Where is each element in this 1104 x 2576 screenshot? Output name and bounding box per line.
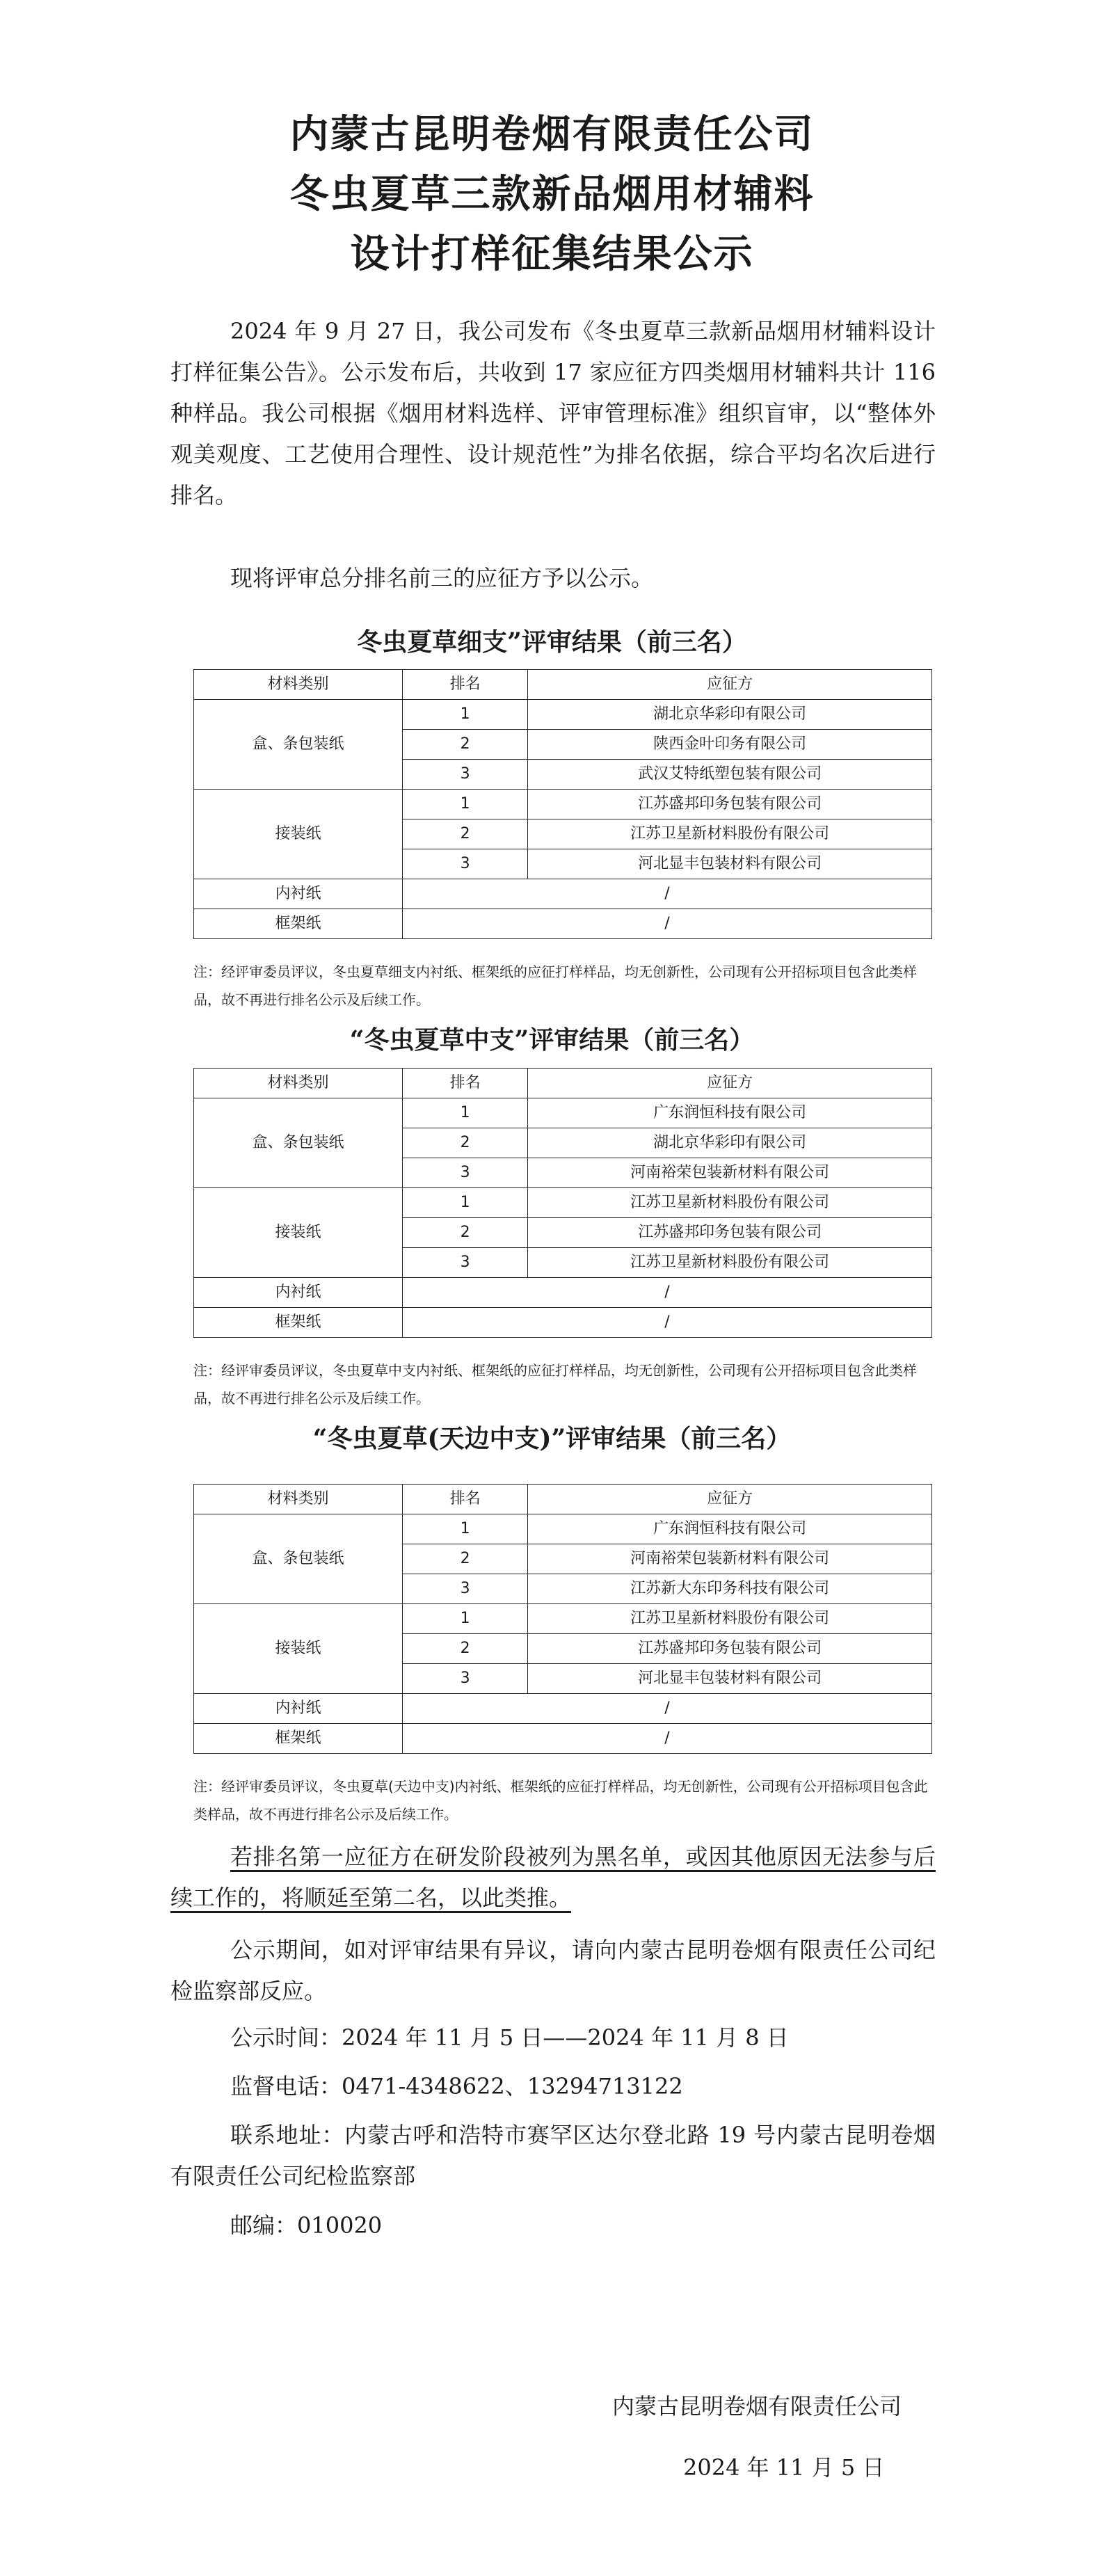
header-category: 材料类别 xyxy=(194,670,403,700)
header-vendor: 应征方 xyxy=(528,1485,932,1514)
header-category: 材料类别 xyxy=(194,1485,403,1514)
vendor-cell: 江苏盛邦印务包装有限公司 xyxy=(528,1218,932,1248)
rank-cell: 3 xyxy=(402,1248,527,1278)
value-cell: / xyxy=(402,879,931,909)
blacklist-paragraph: 若排名第一应征方在研发阶段被列为黑名单，或因其他原因无法参与后续工作的，将顺延至第二名，以此类推。 xyxy=(170,1843,936,1911)
rank-cell: 1 xyxy=(402,1098,527,1128)
signature-date: 2024 年 11 月 5 日 xyxy=(683,2454,885,2481)
intro-paragraph: 2024 年 9 月 27 日，我公司发布《冬虫夏草三款新品烟用材辅料设计打样征集公告》。公示发布后，共收到 17 家应征方四类烟用材辅料共计 116 种样品。我公司根据《烟用材料选样、评审管理标准》组织盲审，以“整体外观美观度、工艺使用合理性、设计规范性”为排名依据，综合平均名次后进行排名。 xyxy=(170,318,936,509)
table-row xyxy=(194,1098,932,1128)
header-vendor: 应征方 xyxy=(528,1069,932,1098)
rank-cell: 1 xyxy=(402,700,527,730)
vendor-cell: 河北显丰包装材料有限公司 xyxy=(528,1664,932,1694)
rank-cell: 3 xyxy=(402,760,527,790)
results-table-3 xyxy=(193,1484,932,1754)
rank-cell: 1 xyxy=(402,1188,527,1218)
signature-company: 内蒙古昆明卷烟有限责任公司 xyxy=(612,2393,902,2419)
value-cell: / xyxy=(402,1308,931,1338)
category-cell: 框架纸 xyxy=(194,1724,403,1754)
vendor-cell: 江苏卫星新材料股份有限公司 xyxy=(528,819,932,849)
category-cell: 盒、条包装纸 xyxy=(194,1098,403,1188)
table-row xyxy=(194,1308,932,1338)
rank-cell: 2 xyxy=(402,1634,527,1664)
table-row xyxy=(194,790,932,819)
vendor-cell: 江苏新大东印务科技有限公司 xyxy=(528,1574,932,1604)
rank-cell: 1 xyxy=(402,1604,527,1634)
table-row xyxy=(194,1188,932,1218)
value-cell: / xyxy=(402,1278,931,1308)
rank-cell: 3 xyxy=(402,1574,527,1604)
title-line-2: 冬虫夏草三款新品烟用材辅料 xyxy=(289,171,815,217)
title-line-1: 内蒙古昆明卷烟有限责任公司 xyxy=(289,111,815,157)
vendor-cell: 陕西金叶印务有限公司 xyxy=(528,730,932,760)
address-paragraph: 联系地址：内蒙古呼和浩特市赛罕区达尔登北路 19 号内蒙古昆明卷烟有限责任公司纪检监察部 xyxy=(170,2122,936,2189)
category-cell: 接装纸 xyxy=(194,1604,403,1694)
table-note-1: 注：经评审委员评议，冬虫夏草细支内衬纸、框架纸的应征打样样品，均无创新性，公司现有公开招标项目包含此类样品，故不再进行排名公示及后续工作。 xyxy=(193,963,917,1008)
title-line-3: 设计打样征集结果公示 xyxy=(350,231,754,277)
table-row xyxy=(194,1604,932,1634)
document-title xyxy=(0,104,1104,284)
table-header-row xyxy=(194,670,932,700)
category-cell: 接装纸 xyxy=(194,790,403,879)
rank-cell: 2 xyxy=(402,819,527,849)
vendor-cell: 河南裕荣包装新材料有限公司 xyxy=(528,1544,932,1574)
vendor-cell: 广东润恒科技有限公司 xyxy=(528,1098,932,1128)
rank-cell: 3 xyxy=(402,1158,527,1188)
header-rank: 排名 xyxy=(402,670,527,700)
table-row xyxy=(194,1694,932,1724)
category-cell: 盒、条包装纸 xyxy=(194,1514,403,1604)
section-title-2: “冬虫夏草中支”评审结果（前三名） xyxy=(349,1025,755,1055)
vendor-cell: 河南裕荣包装新材料有限公司 xyxy=(528,1158,932,1188)
category-cell: 内衬纸 xyxy=(194,1278,403,1308)
section-title-3: “冬虫夏草(天边中支)”评审结果（前三名） xyxy=(312,1424,792,1453)
category-cell: 内衬纸 xyxy=(194,879,403,909)
objection-paragraph: 公示期间，如对评审结果有异议，请向内蒙古昆明卷烟有限责任公司纪检监察部反应。 xyxy=(170,1937,936,2004)
results-table-2 xyxy=(193,1068,932,1338)
rank-cell: 2 xyxy=(402,1128,527,1158)
postcode-line: 邮编：010020 xyxy=(230,2212,383,2239)
table-row xyxy=(194,1514,932,1544)
intro-paragraph-2: 现将评审总分排名前三的应征方予以公示。 xyxy=(230,565,654,591)
header-category: 材料类别 xyxy=(194,1069,403,1098)
vendor-cell: 江苏卫星新材料股份有限公司 xyxy=(528,1604,932,1634)
vendor-cell: 湖北京华彩印有限公司 xyxy=(528,700,932,730)
vendor-cell: 武汉艾特纸塑包装有限公司 xyxy=(528,760,932,790)
vendor-cell: 河北显丰包装材料有限公司 xyxy=(528,849,932,879)
phone-line: 监督电话：0471-4348622、13294713122 xyxy=(230,2073,683,2099)
vendor-cell: 江苏盛邦印务包装有限公司 xyxy=(528,1634,932,1664)
rank-cell: 2 xyxy=(402,1544,527,1574)
table-row xyxy=(194,879,932,909)
category-cell: 框架纸 xyxy=(194,1308,403,1338)
vendor-cell: 广东润恒科技有限公司 xyxy=(528,1514,932,1544)
results-table-1 xyxy=(193,669,932,939)
category-cell: 接装纸 xyxy=(194,1188,403,1278)
category-cell: 框架纸 xyxy=(194,909,403,939)
value-cell: / xyxy=(402,909,931,939)
rank-cell: 1 xyxy=(402,1514,527,1544)
table-note-3: 注：经评审委员评议，冬虫夏草(天边中支)内衬纸、框架纸的应征打样样品，均无创新性，公司现有公开招标项目包含此类样品，故不再进行排名公示及后续工作。 xyxy=(193,1778,928,1823)
table-note-2: 注：经评审委员评议，冬虫夏草中支内衬纸、框架纸的应征打样样品，均无创新性，公司现有公开招标项目包含此类样品，故不再进行排名公示及后续工作。 xyxy=(193,1362,917,1407)
value-cell: / xyxy=(402,1724,931,1754)
period-line: 公示时间：2024 年 11 月 5 日——2024 年 11 月 8 日 xyxy=(230,2024,789,2051)
rank-cell: 2 xyxy=(402,730,527,760)
rank-cell: 1 xyxy=(402,790,527,819)
vendor-cell: 湖北京华彩印有限公司 xyxy=(528,1128,932,1158)
table-row xyxy=(194,1724,932,1754)
vendor-cell: 江苏卫星新材料股份有限公司 xyxy=(528,1248,932,1278)
value-cell: / xyxy=(402,1694,931,1724)
rank-cell: 2 xyxy=(402,1218,527,1248)
vendor-cell: 江苏盛邦印务包装有限公司 xyxy=(528,790,932,819)
vendor-cell: 江苏卫星新材料股份有限公司 xyxy=(528,1188,932,1218)
table-row xyxy=(194,1278,932,1308)
table-header-row xyxy=(194,1485,932,1514)
category-cell: 盒、条包装纸 xyxy=(194,700,403,790)
category-cell: 内衬纸 xyxy=(194,1694,403,1724)
table-header-row xyxy=(194,1069,932,1098)
rank-cell: 3 xyxy=(402,849,527,879)
rank-cell: 3 xyxy=(402,1664,527,1694)
header-rank: 排名 xyxy=(402,1485,527,1514)
table-row xyxy=(194,700,932,730)
section-title-1: 冬虫夏草细支”评审结果（前三名） xyxy=(357,627,747,657)
table-row xyxy=(194,909,932,939)
header-rank: 排名 xyxy=(402,1069,527,1098)
header-vendor: 应征方 xyxy=(528,670,932,700)
